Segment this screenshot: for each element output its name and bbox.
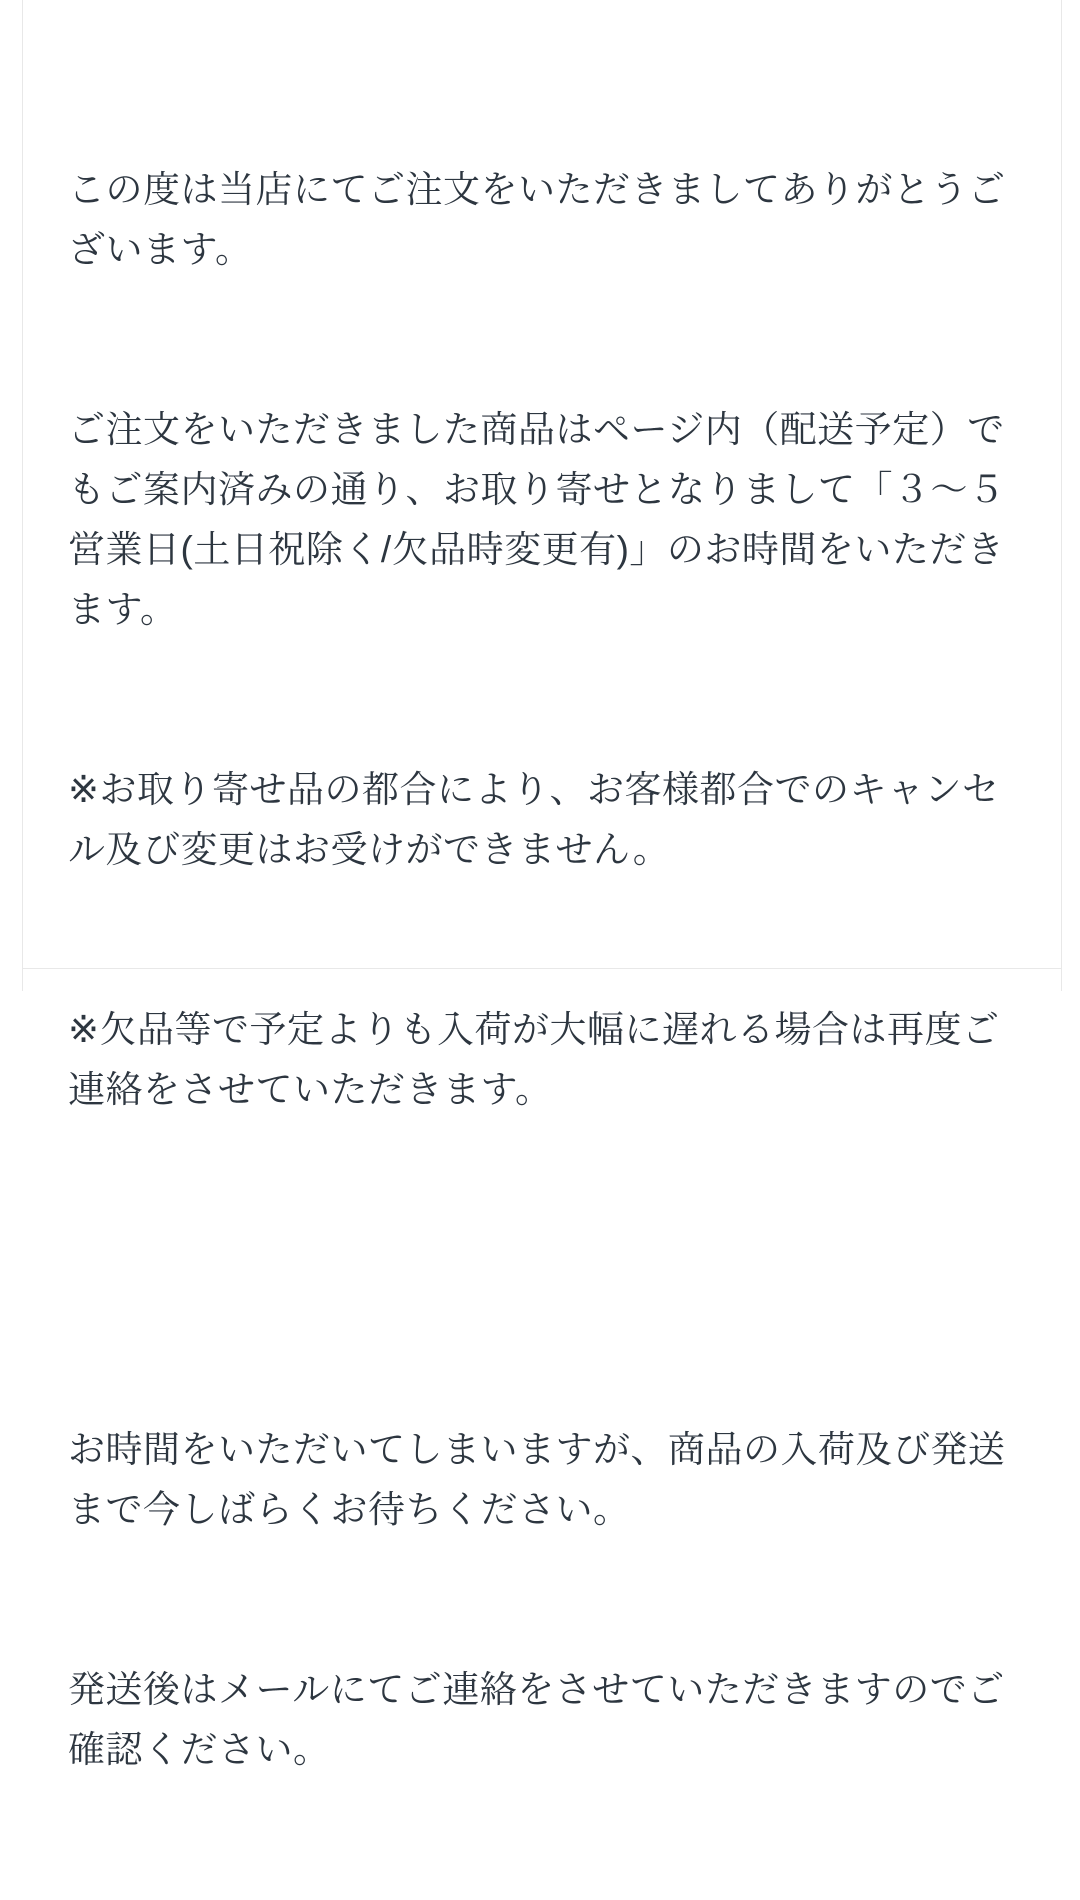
paragraph-6: 発送後はメールにてご連絡をさせていただきますのでご確認ください。: [68, 1669, 1005, 1770]
paragraph-3: ※お取り寄せ品の都合により、お客様都合でのキャンセル及び変更はお受けができません。: [68, 769, 1000, 870]
document-body: [68, 40, 1008, 1900]
paragraph-spacer: [68, 1240, 1008, 1300]
paragraph-5: お時間をいただいてしまいますが、商品の入荷及び発送まで今しばらくお待ちください。: [68, 1429, 1006, 1530]
paragraph-1: この度は当店にてご注文をいただきましてありがとうございます。: [68, 169, 1006, 270]
left-page-rule: [22, 0, 23, 991]
paragraph-2: ご注文をいただきました商品はページ内（配送予定）でもご案内済みの通り、お取り寄せとなりまして「３〜５営業日(土日祝除く/欠品時変更有)」のお時間をいただきます。: [68, 409, 1006, 630]
right-page-rule: [1061, 0, 1062, 991]
paragraph-4: ※欠品等で予定よりも入荷が大幅に遅れる場合は再度ご連絡をさせていただきます。: [68, 1009, 1000, 1110]
